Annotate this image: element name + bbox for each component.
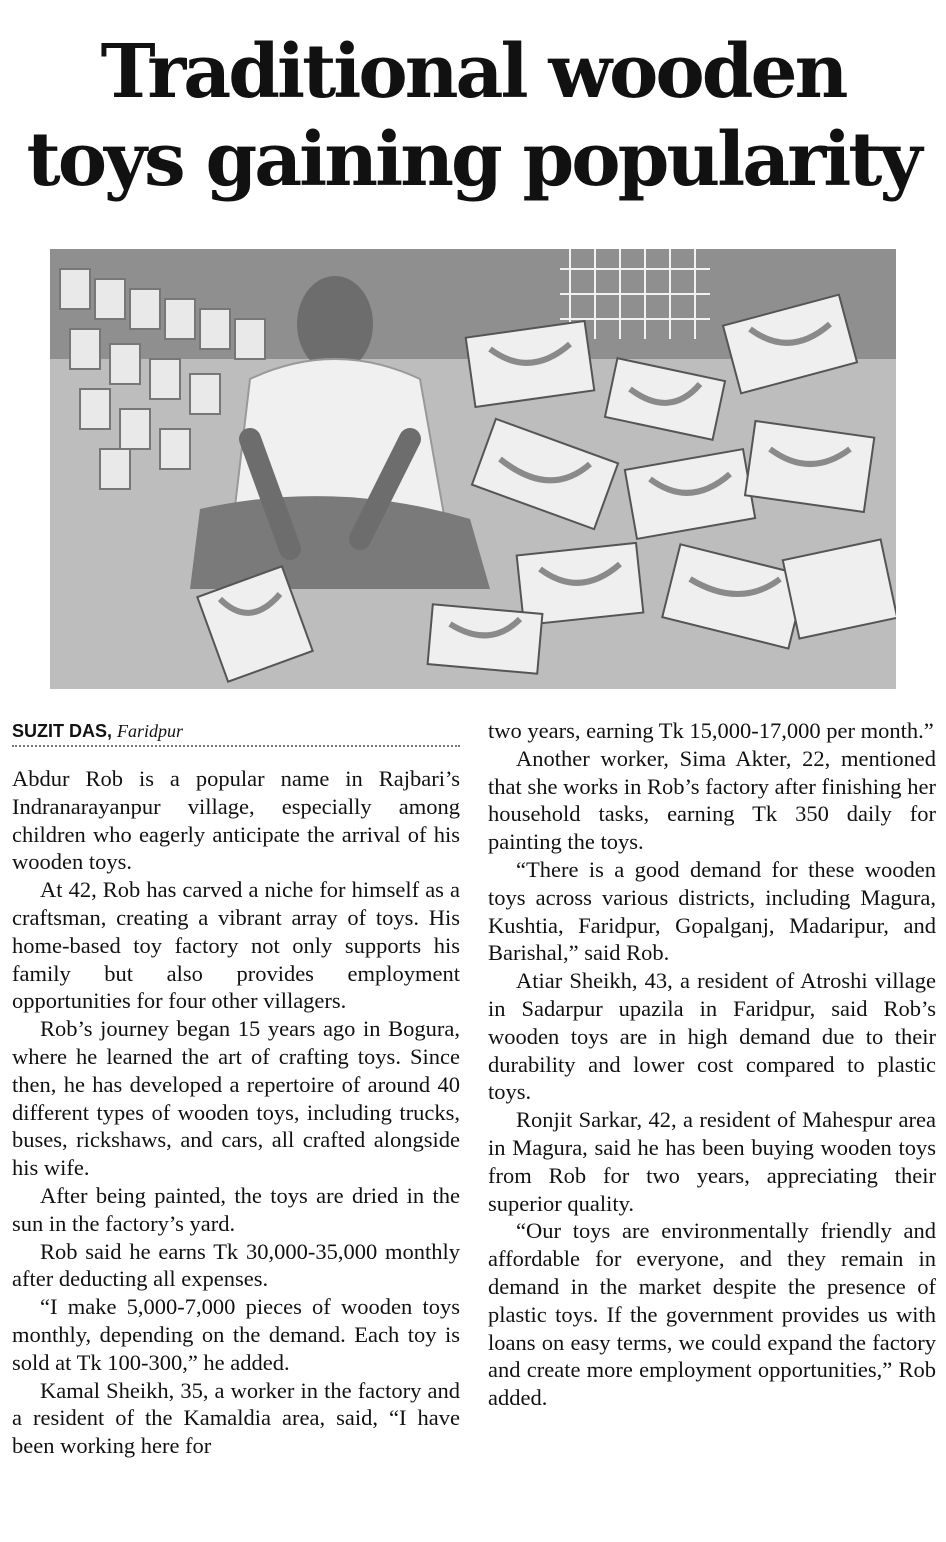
byline-author: SUZIT DAS, [12, 721, 113, 741]
paragraph: “Our toys are environmentally friendly and affordable for everyone, and they remain in demand in the market despite the presence of plastic toys. If the government provides us with loans on easy terms, we could expand the factory and create more employment opportunities,” Rob added. [488, 1218, 936, 1411]
article-column-2 [488, 717, 936, 1412]
headline-line-2: toys gaining popularity [26, 117, 920, 203]
paragraph: Atiar Sheikh, 43, a resident of Atroshi village in Sadarpur upazila in Faridpur, said Rob’s wooden toys are in high demand due to their durability and lower cost compared to plastic toys. [488, 968, 936, 1105]
paragraph: Abdur Rob is a popular name in Rajbari’s Indranarayanpur village, especially among children who eagerly anticipate the arrival of his wooden toys. [12, 766, 460, 875]
paragraph: Rob’s journey began 15 years ago in Bogura, where he learned the art of crafting toys. Since then, he has developed a repertoire of around 40 different types of wooden toys, including trucks, buses, rickshaws, and cars, all crafted alongside his wife. [12, 1016, 460, 1181]
paragraph: After being painted, the toys are dried in the sun in the factory’s yard. [12, 1182, 460, 1236]
paragraph: Ronjit Sarkar, 42, a resident of Mahespur area in Magura, said he has been buying wooden toys from Rob for two years, appreciating their superior quality. [488, 1107, 936, 1216]
paragraph: two years, earning Tk 15,000-17,000 per month.” [488, 718, 934, 743]
paragraph: At 42, Rob has carved a niche for himself as a craftsman, creating a vibrant array of toys. His home-based toy factory not only supports his family but also provides employment opportunities for four other villagers. [12, 877, 460, 1014]
headline [0, 28, 946, 204]
paragraph: Kamal Sheikh, 35, a worker in the factory and a resident of the Kamaldia area, said, “I have been working here for [12, 1377, 460, 1459]
paragraph: Another worker, Sima Akter, 22, mentioned that she works in Rob’s factory after finishing her household tasks, earning Tk 350 daily for painting the toys. [488, 745, 936, 855]
article-photo [50, 249, 896, 689]
byline [12, 717, 460, 747]
paragraph: “I make 5,000-7,000 pieces of wooden toys monthly, depending on the demand. Each toy is sold at Tk 100-300,” he added. [12, 1294, 460, 1375]
byline-location: Faridpur [117, 721, 184, 741]
paragraph: Rob said he earns Tk 30,000-35,000 monthly after deducting all expenses. [12, 1238, 460, 1292]
paragraph: “There is a good demand for these wooden toys across various districts, including Magura, Kushtia, Faridpur, Gopalganj, Madaripur, and Barishal,” said Rob. [488, 856, 936, 966]
headline-line-1: Traditional wooden [100, 29, 846, 115]
article-column-1 [12, 765, 460, 1460]
